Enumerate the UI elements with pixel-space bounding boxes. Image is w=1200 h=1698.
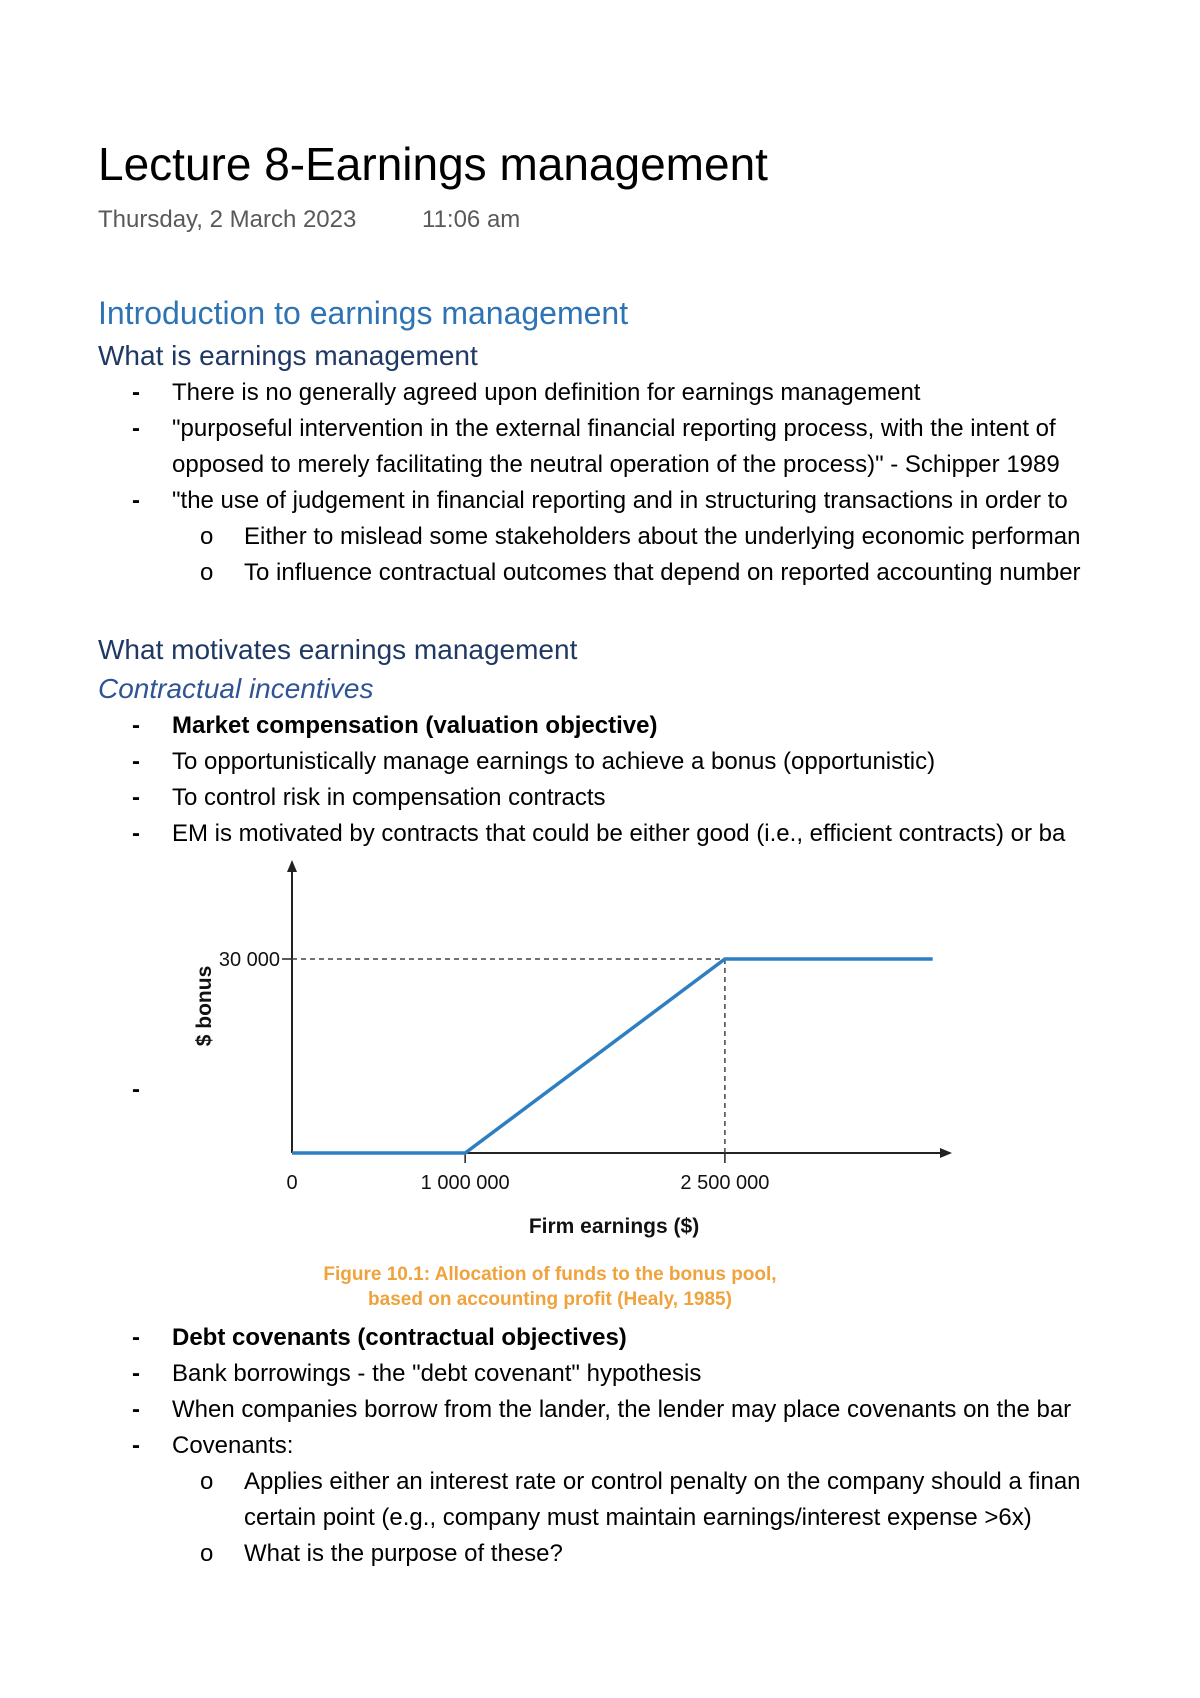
sub-bullet-text: Applies either an interest rate or control penalty on the company should a finan xyxy=(244,1468,1081,1495)
dash-bullet-icon: - xyxy=(132,784,140,811)
circle-bullet-icon: o xyxy=(200,1540,214,1567)
page-title: Lecture 8-Earnings management xyxy=(98,138,768,190)
dash-bullet-icon: - xyxy=(132,1324,140,1351)
page-date: Thursday, 2 March 2023 xyxy=(98,206,357,233)
bullet-text: EM is motivated by contracts that could be either good (i.e., efficient contracts) or ba xyxy=(172,820,1066,847)
dash-bullet-icon: - xyxy=(132,820,140,847)
page-time: 11:06 am xyxy=(422,206,521,233)
circle-bullet-icon: o xyxy=(200,1468,214,1495)
circle-bullet-icon: o xyxy=(200,523,214,550)
dash-bullet-icon: - xyxy=(132,415,140,442)
dash-bullet-icon: - xyxy=(132,748,140,775)
bullet-text: Debt covenants (contractual objectives) xyxy=(172,1324,627,1351)
bullet-text: Market compensation (valuation objective) xyxy=(172,712,658,739)
dash-bullet-icon: - xyxy=(132,1432,140,1459)
y-axis-label: $ bonus xyxy=(193,965,216,1047)
sub-bullet-text: To influence contractual outcomes that depend on reported accounting number xyxy=(244,559,1081,586)
bullet-text: When companies borrow from the lander, the lender may place covenants on the bar xyxy=(172,1396,1072,1423)
subheading-what-is-em: What is earnings management xyxy=(98,340,478,371)
bullet-text: Covenants: xyxy=(172,1432,294,1459)
dash-bullet-icon: - xyxy=(132,487,140,514)
bullet-text: To control risk in compensation contracts xyxy=(172,784,606,811)
x-tick-label: 2 500 000 xyxy=(680,1172,770,1194)
bullet-text: "purposeful intervention in the external financial reporting process, with the intent of xyxy=(172,415,1056,442)
bullet-continuation: opposed to merely facilitating the neutral operation of the process)" - Schipper 1989 xyxy=(172,451,1060,478)
x-tick-label: 1 000 000 xyxy=(420,1172,510,1194)
subheading-contractual-incentives: Contractual incentives xyxy=(98,673,374,704)
circle-bullet-icon: o xyxy=(200,559,214,586)
bullet-text: Bank borrowings - the "debt covenant" hypothesis xyxy=(172,1360,702,1387)
figure-caption-line: based on accounting profit (Healy, 1985) xyxy=(368,1289,732,1310)
bullet-text: There is no generally agreed upon definition for earnings management xyxy=(172,379,921,406)
x-tick-label: 0 xyxy=(286,1172,298,1194)
subheading-what-motivates-em: What motivates earnings management xyxy=(98,634,578,665)
sub-bullet-text: Either to mislead some stakeholders about the underlying economic performan xyxy=(244,523,1081,550)
section-heading-introduction: Introduction to earnings management xyxy=(98,295,629,331)
bonus-series-line xyxy=(292,959,933,1153)
dash-bullet-icon: - xyxy=(132,712,140,739)
bullet-continuation: certain point (e.g., company must maintain earnings/interest expense >6x) xyxy=(244,1504,1032,1531)
dash-bullet-icon: - xyxy=(132,1360,140,1387)
dash-bullet-icon: - xyxy=(132,379,140,406)
y-tick-label: 30 000 xyxy=(218,949,280,971)
figure-caption xyxy=(270,1262,830,1312)
dash-bullet-icon: - xyxy=(132,1076,140,1103)
sub-bullet-text: What is the purpose of these? xyxy=(244,1540,563,1567)
bullet-text: To opportunistically manage earnings to achieve a bonus (opportunistic) xyxy=(172,748,936,775)
x-axis-label: Firm earnings ($) xyxy=(528,1215,700,1238)
figure-caption-line: Figure 10.1: Allocation of funds to the bonus pool, xyxy=(323,1264,777,1285)
bullet-text: "the use of judgement in financial reporting and in structuring transactions in order to xyxy=(172,487,1068,514)
dash-bullet-icon: - xyxy=(132,1396,140,1423)
